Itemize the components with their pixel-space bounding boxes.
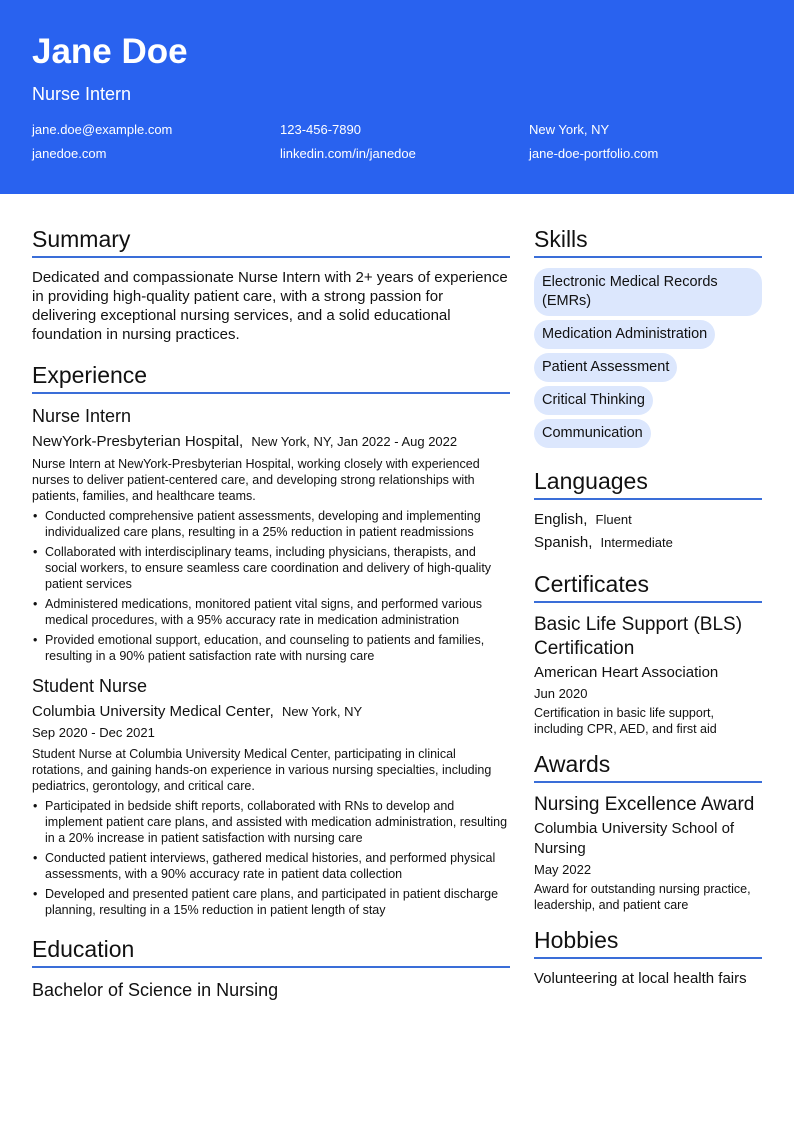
candidate-name: Jane Doe <box>32 32 188 71</box>
certificate-name: Basic Life Support (BLS) Certification <box>534 614 743 659</box>
hobby-item: Volunteering at local health fairs <box>534 970 747 987</box>
language-item <box>534 533 762 553</box>
job-meta: New York, NY <box>281 704 363 719</box>
list-item: • Developed and presented patient care plans, and participated in patient discharge planning, resulting in a 15% reduction in patient length of stay <box>32 886 510 918</box>
job-employer-line <box>32 702 510 722</box>
section-divider <box>534 781 762 783</box>
skills-list <box>534 268 762 452</box>
section-heading: Hobbies <box>534 927 619 953</box>
education-degree: Bachelor of Science in Nursing <box>32 980 279 1000</box>
section-heading: Languages <box>534 468 648 494</box>
contact-portfolio[interactable]: jane-doe-portfolio.com <box>529 146 659 161</box>
certificate-date: Jun 2020 <box>534 686 588 701</box>
section-heading: Summary <box>32 226 131 252</box>
job-employer: NewYork-Presbyterian Hospital, <box>32 433 244 450</box>
list-item: • Collaborated with interdisciplinary teams, including physicians, therapists, and social workers, to ensure seamless care coordination and delivery of high-quality patient services <box>32 544 510 592</box>
award-description: Award for outstanding nursing practice, leadership, and patient care <box>534 882 751 912</box>
section-divider <box>534 256 762 258</box>
job-dates: Sep 2020 - Dec 2021 <box>32 725 155 740</box>
language-name: Spanish, <box>534 534 593 551</box>
section-heading: Experience <box>32 362 148 388</box>
section-divider <box>32 256 510 258</box>
section-heading: Certificates <box>534 571 650 597</box>
language-level: Fluent <box>595 512 632 527</box>
language-name: English, <box>534 511 588 528</box>
certificate-description: Certification in basic life support, including CPR, AED, and first aid <box>534 706 717 736</box>
awards-section <box>534 749 762 913</box>
skill-tag: Medication Administration <box>534 320 715 349</box>
section-divider <box>32 392 510 394</box>
experience-section <box>32 360 510 918</box>
contact-location: New York, NY <box>529 122 610 137</box>
section-divider <box>32 966 510 968</box>
main-column <box>32 224 510 1002</box>
job-description: Nurse Intern at NewYork-Presbyterian Hospital, working closely with experienced nurses to deliver patient-centered care, and developing strong relationships with patients, families, and healthcare teams. <box>32 457 480 503</box>
candidate-title: Nurse Intern <box>32 84 132 104</box>
language-level: Intermediate <box>600 535 673 550</box>
contact-phone[interactable]: 123-456-7890 <box>280 122 361 137</box>
job-title: Student Nurse <box>32 676 148 696</box>
languages-list <box>534 510 762 553</box>
job-meta: New York, NY, Jan 2022 - Aug 2022 <box>251 434 458 449</box>
job-title: Nurse Intern <box>32 406 132 426</box>
summary-section <box>32 224 510 344</box>
skill-tag: Critical Thinking <box>534 386 653 415</box>
contact-email[interactable]: jane.doe@example.com <box>32 122 173 137</box>
list-item: • Conducted comprehensive patient assessments, developing and implementing individualized care plans, resulting in a 25% reduction in patient readmissions <box>32 508 510 540</box>
certificate-issuer: American Heart Association <box>534 664 719 681</box>
list-item: • Provided emotional support, education, and counseling to patients and families, resulting in a 90% patient satisfaction rate with nursing care <box>32 632 510 664</box>
section-divider <box>534 498 762 500</box>
list-item: • Administered medications, monitored patient vital signs, and performed various medical procedures, with a 95% accuracy rate in medication administration <box>32 596 510 628</box>
summary-text: Dedicated and compassionate Nurse Intern with 2+ years of experience in providing high-quality patient care, with a strong passion for delivering exceptional nursing services, and a solid educational foundation in nursing practices. <box>32 269 508 343</box>
hobbies-section <box>534 925 762 988</box>
section-divider <box>534 601 762 603</box>
skills-section <box>534 224 762 452</box>
award-issuer: Columbia University School of Nursing <box>534 820 735 857</box>
list-item: • Conducted patient interviews, gathered medical histories, and performed physical assessments, with a 90% accuracy rate in patient data collection <box>32 850 510 882</box>
job-bullets <box>32 798 510 918</box>
education-section <box>32 934 510 1002</box>
job-description: Student Nurse at Columbia University Medical Center, participating in clinical rotations, and gaining hands-on experience in various nursing specialties, including pediatrics, gerontology, and critical care. <box>32 747 492 793</box>
list-item: • Participated in bedside shift reports, collaborated with RNs to develop and implement patient care plans, and assisted with medication administration, resulting in a 20% increase in patient satisfaction with nursing care <box>32 798 510 846</box>
contact-website[interactable]: janedoe.com <box>32 146 107 161</box>
award-name: Nursing Excellence Award <box>534 794 755 815</box>
skill-tag: Patient Assessment <box>534 353 677 382</box>
job-entry <box>32 404 510 664</box>
job-entry <box>32 674 510 918</box>
section-heading: Awards <box>534 751 611 777</box>
skill-tag: Communication <box>534 419 651 448</box>
section-divider <box>534 957 762 959</box>
section-heading: Education <box>32 936 135 962</box>
side-column <box>534 224 762 988</box>
job-employer-line <box>32 432 510 452</box>
job-employer: Columbia University Medical Center, <box>32 703 274 720</box>
contact-linkedin[interactable]: linkedin.com/in/janedoe <box>280 146 416 161</box>
language-item <box>534 510 762 530</box>
languages-section <box>534 466 762 553</box>
resume-header <box>0 0 794 194</box>
section-heading: Skills <box>534 226 588 252</box>
skill-tag: Electronic Medical Records (EMRs) <box>534 268 762 316</box>
job-bullets <box>32 508 510 664</box>
award-date: May 2022 <box>534 862 592 877</box>
certificates-section <box>534 569 762 737</box>
